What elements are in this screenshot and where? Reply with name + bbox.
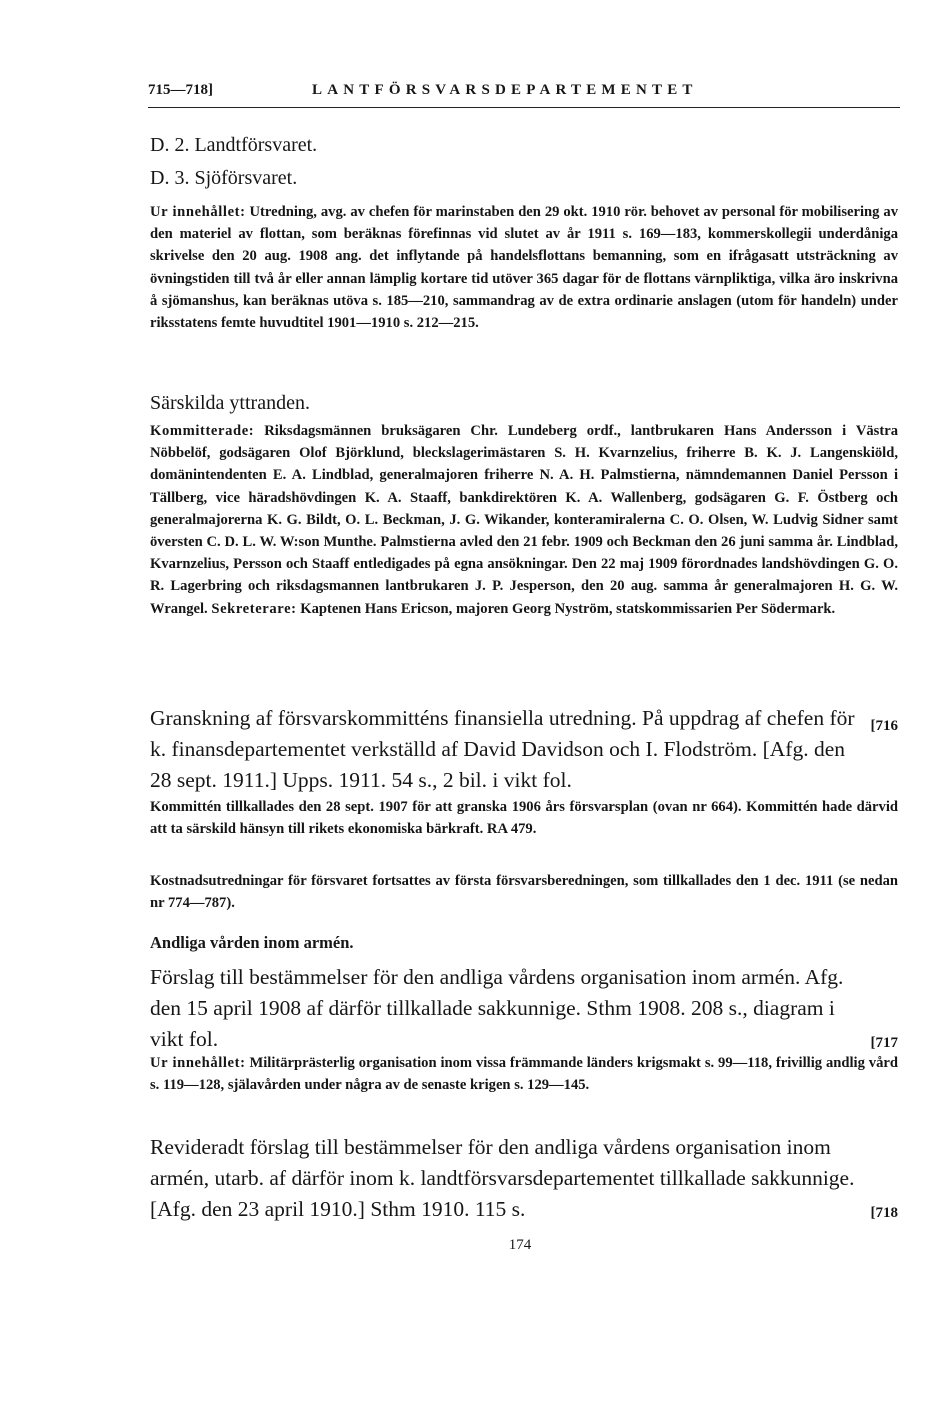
entry-717-contents-label: Ur innehållet: [150, 1055, 246, 1071]
entry-range: 715—718] [148, 82, 213, 98]
committee-paragraph [150, 420, 898, 620]
committee-label: Kommitterade: [150, 423, 255, 439]
entry-718-title [150, 1132, 898, 1229]
entry-718-title-text: Revideradt förslag till bestämmelser för den andliga vårdens organisation inom armén, utarb. af därför inom k. landtförsvarsdepartementet tillkallade sakkunnige. [Afg. den 23 april 1910.] Sthm 1910. 115 s. [150, 1135, 855, 1221]
committee-text: Riksdagsmännen bruksägaren Chr. Lundeberg ordf., lantbrukaren Hans Andersson i Västra Nöbbelöf, godsägaren Olof Björklund, bleckslagerimästaren S. H. Kvarnzelius, friherre B. K. J. Langenskiöld, domänintendenten E. A. Lindblad, generalmajoren friherre N. A. H. Palmstierna, nämndemannen Daniel Persson i Tällberg, vice häradshövdingen K. A. Staaff, bankdirektören K. A. Wallenberg, godsägaren G. F. Östberg och generalmajorerna K. G. Bildt, O. L. Beckman, J. G. Wikander, konteramiralerna C. O. Olsen, W. Ludvig Sidner samt översten C. D. L. W. W:son Munthe. Palmstierna avled den 21 febr. 1909 och Beckman den 26 juni samma år. Lindblad, Kvarnzelius, Persson och Staaff entledigades på egna ansökningar. Den 22 maj 1909 förordnades landshövdingen G. O. R. Lagerbring och riksdagsmannen lantbrukaren J. P. Jesperson, den 20 aug. samma år generalmajoren H. G. W. Wrangel. [150, 423, 898, 617]
spiritual-care-heading: Andliga vården inom armén. [150, 933, 354, 952]
entry-716-number: [716 [870, 718, 898, 734]
separate-opinions-heading: Särskilda yttranden. [150, 392, 310, 414]
secretary-text: Kaptenen Hans Ericson, majoren Georg Nyström, statskommissarien Per Södermark. [296, 600, 836, 617]
entry-718-number: [718 [870, 1205, 898, 1221]
section-d2-heading: D. 2. Landtförsvaret. [150, 134, 318, 156]
entry-717-contents-text: Militärprästerlig organisation inom vissa främmande länders krigsmakt s. 99—118, frivillig andlig vård s. 119—128, själavården under några av de senaste krigen s. 129—145. [150, 1055, 898, 1094]
secretary-label: Sekreterare: [211, 600, 297, 617]
entry-716-note-2: Kostnadsutredningar för försvaret fortsattes av första försvarsberedningen, som tillkallades den 1 dec. 1911 (se nedan nr 774—787). [150, 873, 898, 912]
contents-paragraph-1 [150, 201, 898, 334]
entry-716-title [150, 703, 898, 796]
department-title: LANTFÖRSVARSDEPARTEMENTET [312, 82, 698, 98]
page-number: 174 [508, 1237, 532, 1253]
header-rule [148, 107, 900, 108]
entry-716-note-1: Kommittén tillkallades den 28 sept. 1907 för att granska 1906 års försvarsplan (ovan nr 664). Kommittén hade därvid att ta särskild hänsyn till rikets ekonomiska bärkraft. RA 479. [150, 799, 898, 838]
entry-717-number: [717 [870, 1035, 898, 1051]
entry-717-title-text: Förslag till bestämmelser för den andliga vårdens organisation inom armén. Afg. den 15 april 1908 af därför tillkallade sakkunnige. Sthm 1908. 208 s., diagram i vikt fol. [150, 965, 844, 1051]
entry-716-title-text: Granskning af försvarskommitténs finansiella utredning. På uppdrag af chefen för k. finansdepartementet verkställd af David Davidson och I. Flodström. [Afg. den 28 sept. 1911.] Upps. 1911. 54 s., 2 bil. i vikt fol. [150, 706, 855, 792]
entry-717-title [150, 962, 898, 1059]
contents-label: Ur innehållet: [150, 204, 246, 220]
section-d3-heading: D. 3. Sjöförsvaret. [150, 167, 298, 189]
contents-text: Utredning, avg. av chefen för marinstaben den 29 okt. 1910 rör. behovet av personal för mobilisering av den materiel av flottan, som beräknas förefinnas vid slutet av år 1911 s. 169—183, kommerskollegii underdåniga skrivelse den 20 aug. 1908 ang. det inflytande på handelsflottans bemanning, som en ifrågasatt utsträckning av övningstiden till två år eller annan lämplig kortare tid utöver 365 dagar för de flottans värnpliktiga, vilka äro inskrivna å sjömanshus, kan beräknas utöva s. 185—210, sammandrag av de extra ordinarie anslagen (utom för handeln) under riksstatens femte huvudtitel 1901—1910 s. 212—215. [150, 204, 898, 332]
entry-717-contents [150, 1052, 898, 1096]
